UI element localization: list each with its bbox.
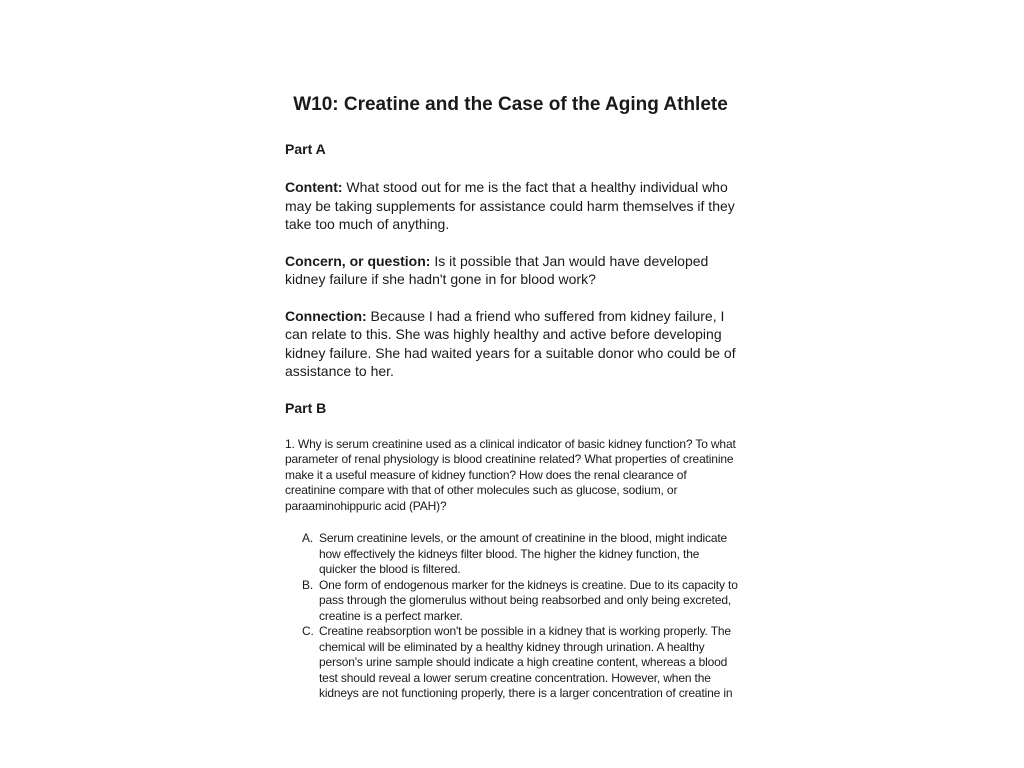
connection-paragraph <box>285 307 740 381</box>
answer-text: Serum creatinine levels, or the amount of creatinine in the blood, might indicate how effectively the kidneys filter blood. The higher the kidney function, the quicker the blood is filtered. <box>319 531 728 576</box>
part-b-heading: Part B <box>285 399 327 416</box>
content-label: Content: <box>285 179 343 195</box>
answer-marker: B. <box>302 577 314 592</box>
question-1: 1. Why is serum creatinine used as a clinical indicator of basic kidney function? To what parameter of renal physiology is blood creatinine related? What properties of creatinine make it a useful measure of kidney function? How does the renal clearance of creatinine compare with that of other molecules such as glucose, sodium, or paraaminohippuric acid (PAH)? <box>285 436 736 513</box>
answer-text: One form of endogenous marker for the kidneys is creatine. Due to its capacity to pass through the glomerulus without being reabsorbed and only being excreted, creatine is a perfect marker. <box>319 577 738 623</box>
answer-item-b <box>285 578 740 625</box>
connection-text: Because I had a friend who suffered from kidney failure, I can relate to this. She was highly healthy and active before developing kidney failure. She had waited years for a suitable donor who could be of assistance to her. <box>285 307 736 379</box>
concern-label: Concern, or question: <box>285 252 431 269</box>
answer-marker: A. <box>302 531 314 545</box>
answer-item-a <box>285 531 740 578</box>
document-title: W10: Creatine and the Case of the Aging Athlete <box>293 94 728 115</box>
part-a-heading: Part A <box>285 141 326 157</box>
concern-text: Is it possible that Jan would have developed kidney failure if she hadn't gone in for blood work? <box>285 252 709 287</box>
answer-text: Creatine reabsorption won't be possible in a kidney that is working properly. The chemical will be eliminated by a healthy kidney through urination. A healthy person's urine sample should indicate a high creatine content, whereas a blood test should reveal a lower serum creatine concentration. However, when the kidneys are not functioning properly, there is a larger concentration of creatine in <box>319 624 733 700</box>
concern-paragraph <box>285 252 740 289</box>
document-page <box>285 92 740 702</box>
content-paragraph <box>285 178 740 234</box>
answer-item-c <box>285 624 740 702</box>
answer-marker: C. <box>302 624 314 638</box>
answer-list <box>285 531 740 702</box>
content-text: What stood out for me is the fact that a healthy individual who may be taking supplements for assistance could harm themselves if they take too much of anything. <box>285 179 735 232</box>
connection-label: Connection: <box>285 307 367 324</box>
